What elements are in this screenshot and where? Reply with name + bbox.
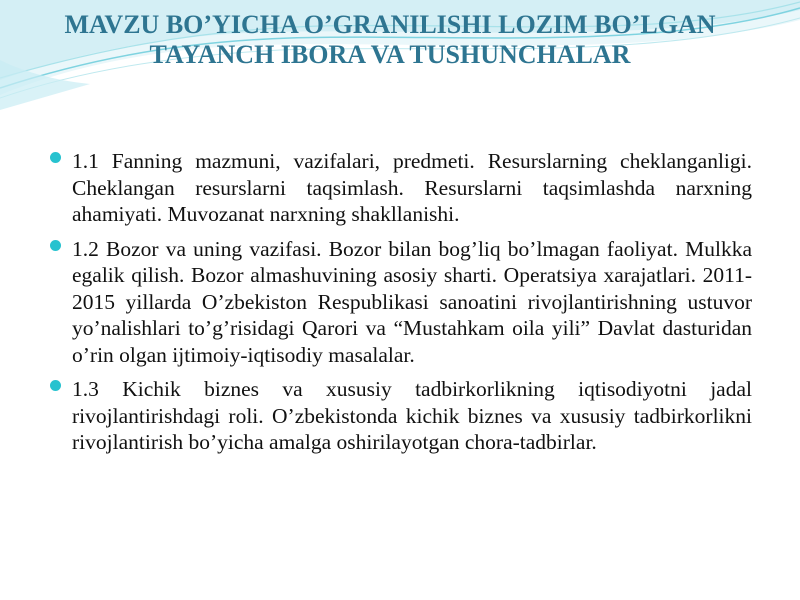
bullet-text: 1.3 Kichik biznes va xususiy tadbirkorlikning iqtisodiyotni jadal rivojlantirishdagi roli. O’zbekistonda kichik biznes va xususiy tadbirkorlikni rivojlantirish bo’yicha amalga oshirilayotgan chora-tadbirlar. bbox=[72, 377, 752, 454]
bullet-text: 1.1 Fanning mazmuni, vazifalari, predmeti. Resurslarning cheklanganligi. Cheklangan resurslarni taqsimlash. Resurslarni taqsimlashda narxning ahamiyati. Muvozanat narxning shakllanishi. bbox=[72, 149, 752, 226]
bullet-text: 1.2 Bozor va uning vazifasi. Bozor bilan bog’liq bo’lmagan faoliyat. Mulkka egalik qilish. Bozor almashuvining asosiy sharti. Operatsiya xarajatlari. 2011-2015 yillarda O’zbekiston Respublikasi sanoatini rivojlantirishning ustuvor yo’nalishlari to’g’risidagi Qarori va “Mustahkam oila yili” Davlat dasturidan o’rin olgan ijtimoiy-iqtisodiy masalalar. bbox=[72, 236, 752, 367]
bullet-dot-icon bbox=[50, 380, 61, 391]
bullet-dot-icon bbox=[50, 152, 61, 163]
bullet-list bbox=[50, 148, 752, 464]
bullet-item bbox=[50, 236, 752, 369]
bullet-item bbox=[50, 148, 752, 228]
slide-title: MAVZU BO’YICHA O’GRANILISHI LOZIM BO’LGAN TAYANCH IBORA VA TUSHUNCHALAR bbox=[64, 10, 716, 69]
bullet-item bbox=[50, 376, 752, 456]
bullet-dot-icon bbox=[50, 240, 61, 251]
